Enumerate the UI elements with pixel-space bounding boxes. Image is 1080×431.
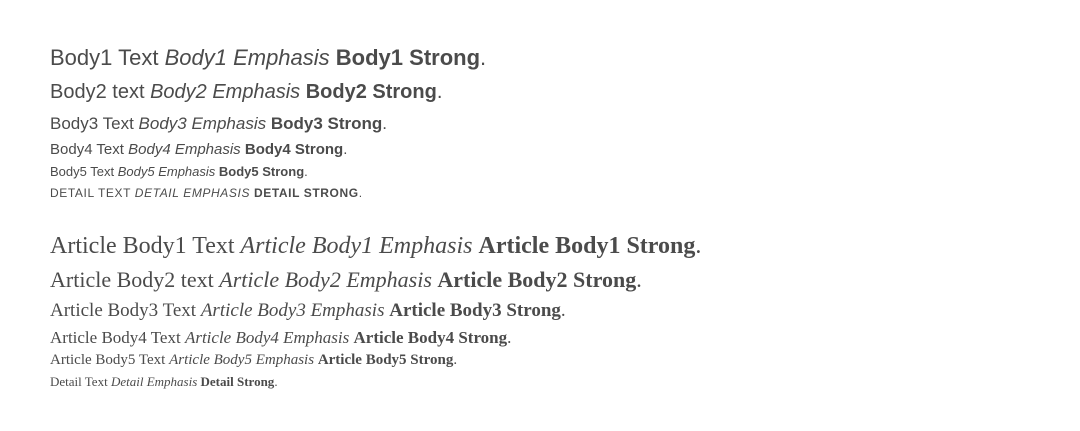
article-body1-emphasis: Article Body1 Emphasis bbox=[240, 233, 473, 259]
body3-text: Body3 Text bbox=[50, 114, 134, 133]
article-body4-period: . bbox=[507, 328, 512, 347]
body5-strong: Body5 Strong bbox=[218, 164, 305, 179]
body4-emphasis: Body4 Emphasis bbox=[128, 141, 241, 158]
article-detail-strong: Detail Strong bbox=[200, 374, 275, 389]
article-body4-text: Article Body4 Text bbox=[50, 328, 181, 347]
article-body2-text: Article Body2 text bbox=[50, 267, 214, 292]
body2-text: Body2 text bbox=[50, 81, 145, 103]
article-detail-text: Detail Text bbox=[50, 374, 108, 389]
body4-line bbox=[50, 142, 347, 157]
article-body3-period: . bbox=[560, 300, 566, 321]
body5-text: Body5 Text bbox=[50, 164, 115, 179]
article-body3-emphasis: Article Body3 Emphasis bbox=[200, 300, 385, 321]
body3-emphasis: Body3 Emphasis bbox=[138, 114, 267, 133]
article-body1-line bbox=[50, 234, 701, 258]
article-body5-period: . bbox=[453, 352, 458, 368]
detail-strong: DETAIL STRONG bbox=[254, 186, 359, 200]
body2-period: . bbox=[436, 81, 443, 103]
article-body5-text: Article Body5 Text bbox=[50, 352, 166, 368]
detail-text: DETAIL TEXT bbox=[50, 186, 131, 200]
article-body2-emphasis: Article Body2 Emphasis bbox=[219, 267, 432, 292]
body2-emphasis: Body2 Emphasis bbox=[150, 81, 301, 103]
body1-emphasis: Body1 Emphasis bbox=[164, 45, 330, 70]
body1-strong: Body1 Strong bbox=[335, 45, 481, 70]
article-body3-text: Article Body3 Text bbox=[50, 300, 197, 321]
detail-line bbox=[50, 187, 363, 199]
body3-period: . bbox=[382, 114, 388, 133]
article-detail-emphasis: Detail Emphasis bbox=[110, 374, 198, 389]
body4-strong: Body4 Strong bbox=[244, 141, 344, 158]
article-body2-period: . bbox=[636, 267, 642, 292]
body5-line bbox=[50, 165, 308, 178]
body4-period: . bbox=[343, 141, 348, 158]
body5-period: . bbox=[304, 164, 308, 179]
article-body1-strong: Article Body1 Strong bbox=[478, 233, 696, 259]
body1-line bbox=[50, 47, 486, 69]
article-body5-line bbox=[50, 353, 457, 368]
body4-text: Body4 Text bbox=[50, 141, 124, 158]
article-detail-period: . bbox=[274, 374, 278, 389]
body2-line bbox=[50, 82, 442, 102]
article-body3-line bbox=[50, 301, 566, 320]
body5-emphasis: Body5 Emphasis bbox=[117, 164, 216, 179]
article-body4-emphasis: Article Body4 Emphasis bbox=[184, 328, 350, 347]
article-body5-emphasis: Article Body5 Emphasis bbox=[169, 352, 315, 368]
detail-emphasis: DETAIL EMPHASIS bbox=[134, 186, 251, 200]
body2-strong: Body2 Strong bbox=[305, 81, 437, 103]
body3-line bbox=[50, 115, 387, 132]
article-detail-line bbox=[50, 375, 278, 388]
article-body3-strong: Article Body3 Strong bbox=[389, 300, 561, 321]
article-body2-strong: Article Body2 Strong bbox=[437, 267, 637, 292]
detail-period: . bbox=[358, 186, 363, 200]
article-body1-period: . bbox=[695, 233, 702, 259]
body1-period: . bbox=[480, 45, 487, 70]
article-body5-strong: Article Body5 Strong bbox=[317, 352, 454, 368]
body3-strong: Body3 Strong bbox=[270, 114, 383, 133]
article-body4-strong: Article Body4 Strong bbox=[353, 328, 508, 347]
article-body1-text: Article Body1 Text bbox=[50, 233, 235, 259]
body1-text: Body1 Text bbox=[50, 45, 159, 70]
article-body2-line bbox=[50, 269, 642, 291]
article-body4-line bbox=[50, 329, 511, 346]
